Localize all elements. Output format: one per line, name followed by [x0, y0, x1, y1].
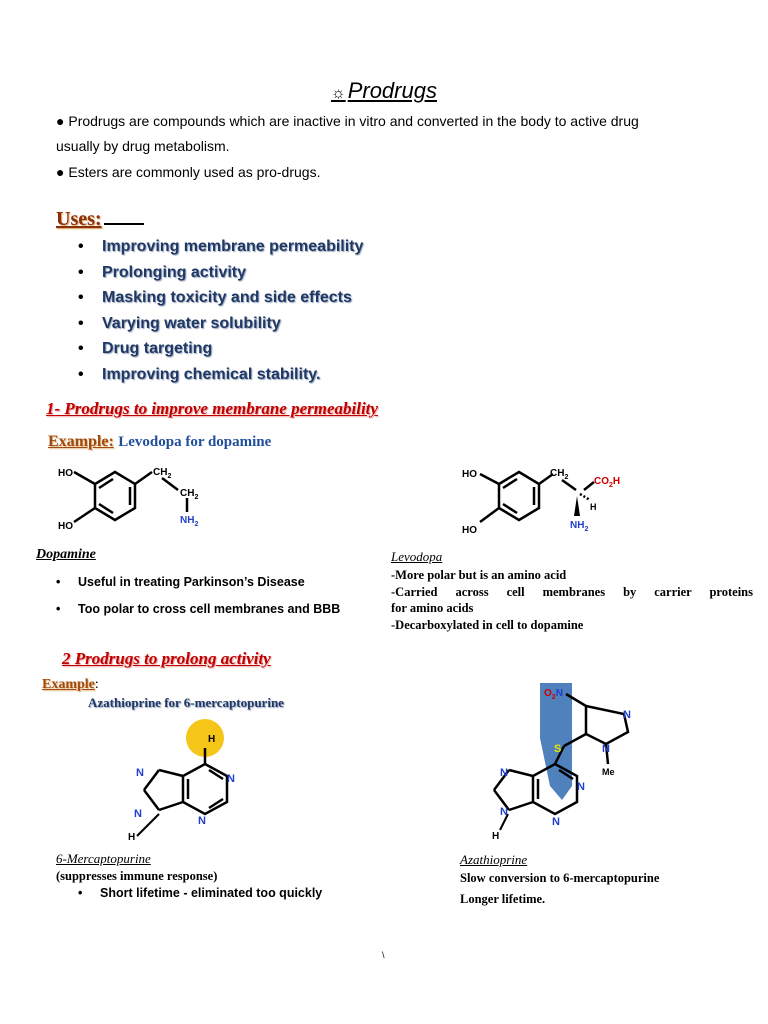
- dopamine-ho-top: HO: [58, 468, 73, 479]
- levodopa-h: H: [590, 502, 597, 512]
- sh-h: H: [208, 734, 216, 745]
- levodopa-notes: [391, 567, 753, 633]
- uses-heading-text: Uses:: [56, 208, 102, 230]
- dopamine-ch2-mid: $CH_2$: [180, 488, 199, 501]
- levodopa-ho-top: HO: [462, 469, 477, 480]
- uses-list: [78, 234, 363, 387]
- dopamine-ho-bottom: HO: [58, 521, 73, 532]
- levodopa-caption: Levodopa: [391, 549, 443, 564]
- levodopa-structure: [456, 460, 636, 540]
- uses-item-label: Improving membrane permeability: [102, 238, 364, 255]
- dopamine-structure: [50, 460, 220, 540]
- n-atom: N: [227, 773, 235, 785]
- wedge-bond: [574, 496, 580, 516]
- mercaptopurine-note: (suppresses immune response): [56, 869, 218, 883]
- n-atom: N: [198, 815, 206, 827]
- levodopa-ho-bottom: HO: [462, 525, 477, 536]
- mercaptopurine-bullet: [78, 886, 322, 900]
- bullet-icon: •: [78, 365, 84, 383]
- levodopa-note: -Carried across cell membranes by carrier proteins: [391, 584, 753, 599]
- dopamine-nh2: $NH_2$: [180, 515, 199, 528]
- bullet-icon: •: [78, 238, 84, 255]
- n-atom: N: [577, 781, 585, 793]
- levodopa-co2h: $CO_2H$: [594, 476, 621, 489]
- n-atom: N: [602, 743, 610, 755]
- intro-line-2: usually by drug metabolism.: [56, 138, 230, 154]
- bullet-icon: •: [56, 575, 61, 589]
- n-atom: N: [134, 808, 142, 820]
- n-atom: N: [136, 767, 144, 779]
- uses-item-label: Varying water solubility: [102, 314, 281, 332]
- page-title-text: Prodrugs: [347, 78, 437, 103]
- section-2-example-text: Azathioprine for 6-mercaptopurine: [88, 695, 284, 710]
- s-atom: S: [554, 743, 562, 755]
- page-title: [0, 78, 768, 104]
- highlight-bar: [540, 683, 572, 800]
- intro-paragraph-2: [56, 162, 320, 182]
- n-atom: N: [552, 816, 560, 828]
- azathioprine-note: Longer lifetime.: [460, 892, 546, 906]
- levodopa-note: -Decarboxylated in cell to dopamine: [391, 617, 584, 632]
- levodopa-nh2: $NH_2$: [570, 520, 589, 533]
- dopamine-bullet: [56, 602, 340, 616]
- levodopa-note: -More polar but is an amino acid: [391, 568, 567, 582]
- uses-underline: [104, 209, 144, 225]
- example-label: Example: [42, 677, 95, 692]
- section-2-heading: 2 Prodrugs to prolong activity: [62, 649, 271, 668]
- bullet-icon: ●: [56, 164, 65, 180]
- azathioprine-note: Slow conversion to 6-mercaptopurine: [460, 871, 660, 885]
- intro-line-3: Esters are commonly used as pro-drugs.: [68, 164, 321, 180]
- azathioprine-notes: [460, 868, 659, 910]
- uses-item: [78, 362, 363, 388]
- uses-item: [78, 311, 363, 337]
- dopamine-bullet-text: Too polar to cross cell membranes and BBB: [78, 602, 341, 616]
- n-atom: N: [500, 806, 508, 818]
- h-atom: H: [128, 832, 136, 843]
- azathioprine-caption: Azathioprine: [460, 852, 528, 867]
- bullet-icon: •: [78, 340, 84, 357]
- mercaptopurine-structure: [110, 718, 250, 843]
- h-atom: H: [492, 831, 500, 842]
- dopamine-caption: Dopamine: [36, 547, 96, 562]
- section-1-example: [48, 433, 271, 451]
- n-atom: N: [623, 709, 631, 721]
- example-label: Example:: [48, 433, 114, 450]
- uses-item-label: Drug targeting: [102, 340, 213, 357]
- dopamine-bullet-text: Useful in treating Parkinson’s Disease: [78, 575, 305, 589]
- bullet-icon: •: [78, 886, 83, 900]
- uses-item: [78, 234, 363, 260]
- uses-item: [78, 260, 363, 286]
- example-colon: :: [94, 677, 99, 692]
- me-group: Me: [602, 767, 615, 777]
- levodopa-ch2: $CH_2$: [550, 468, 569, 481]
- mercaptopurine-bullet-text: Short lifetime - eliminated too quickly: [100, 886, 323, 900]
- bullet-icon: ●: [56, 113, 65, 129]
- uses-item: [78, 285, 363, 311]
- intro-line-1: Prodrugs are compounds which are inactive in vitro and converted in the body to active drug: [68, 113, 639, 129]
- uses-item-label: Prolonging activity: [102, 263, 247, 281]
- dopamine-bullet: [56, 575, 305, 589]
- levodopa-note: for amino acids: [391, 601, 474, 615]
- section-1-heading: 1- Prodrugs to improve membrane permeability: [46, 399, 378, 418]
- uses-heading: [56, 208, 144, 231]
- azathioprine-structure: [478, 678, 658, 843]
- uses-item-label: Improving chemical stability.: [102, 365, 321, 383]
- o2n-group: $O_2N$: [544, 688, 563, 701]
- mercaptopurine-caption: 6-Mercaptopurine: [56, 851, 151, 866]
- section-2-example: [42, 675, 99, 693]
- intro-paragraph-1: [56, 111, 639, 131]
- uses-item-label: Masking toxicity and side effects: [102, 289, 352, 306]
- bullet-icon: •: [78, 314, 84, 332]
- bullet-icon: •: [56, 602, 61, 616]
- bullet-icon: •: [78, 263, 84, 281]
- n-atom: N: [500, 767, 508, 779]
- uses-item: [78, 336, 363, 362]
- page-mark: \: [382, 950, 385, 960]
- example-text: Levodopa for dopamine: [118, 434, 272, 450]
- bullet-icon: •: [78, 289, 84, 306]
- dopamine-ch2-top: $CH_2$: [153, 467, 172, 480]
- sun-icon: ☼: [331, 85, 346, 102]
